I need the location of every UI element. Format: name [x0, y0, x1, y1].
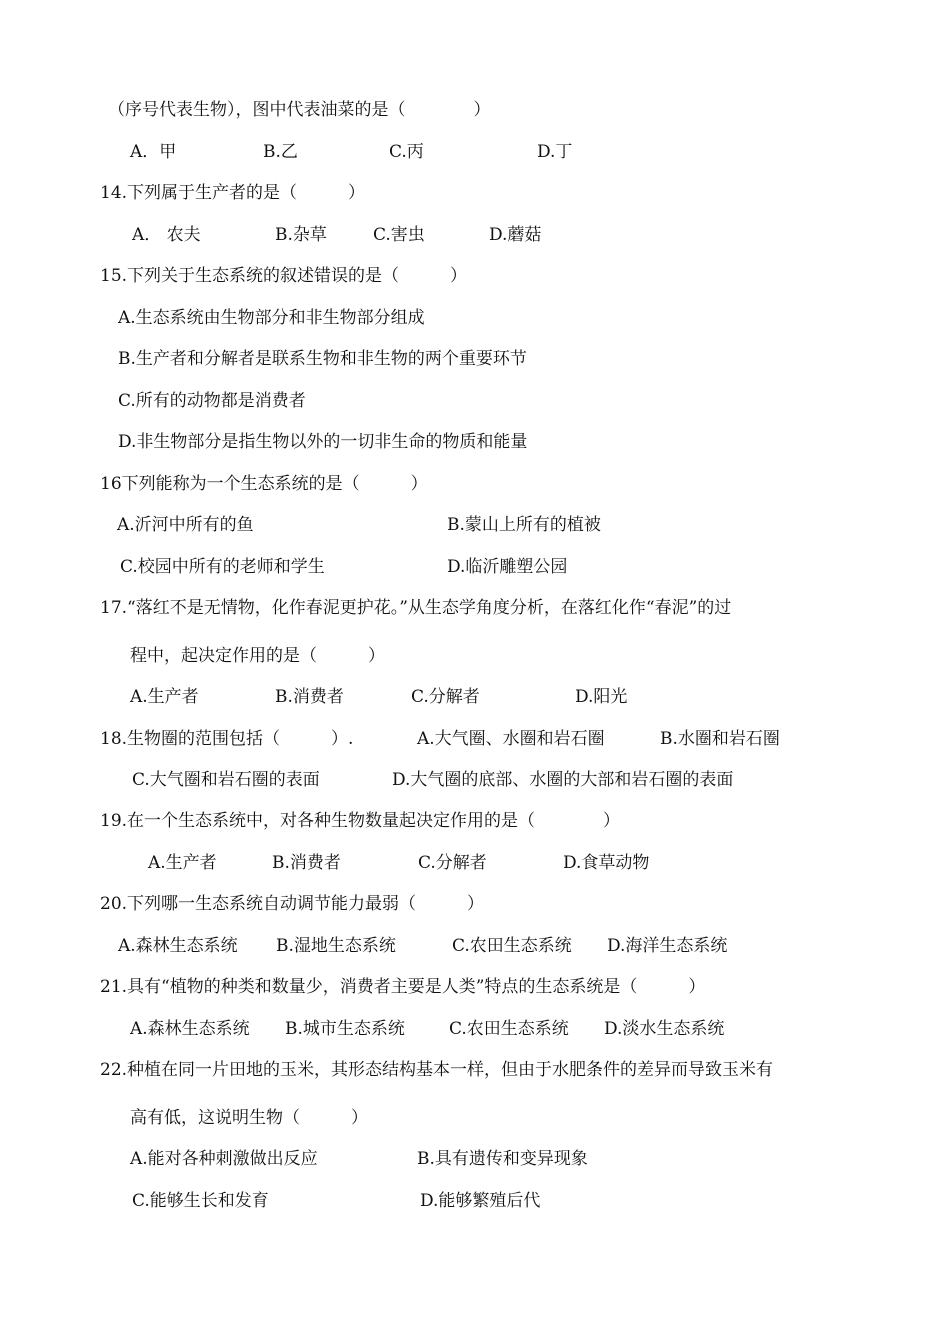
- q15-option-c: C.所有的动物都是消费者: [118, 391, 306, 411]
- q16-option-a: A.沂河中所有的鱼: [117, 515, 254, 535]
- q19-stem: 19.在一个生态系统中，对各种生物数量起决定作用的是（ ）: [100, 811, 621, 831]
- q22-stem-line2: 高有低，这说明生物（ ）: [130, 1108, 368, 1128]
- q22-option-c: C.能够生长和发育: [132, 1191, 269, 1211]
- q13-option-d: D.丁: [537, 142, 573, 162]
- q22-option-a: A.能对各种刺激做出反应: [130, 1149, 318, 1169]
- q21-stem: 21.具有“植物的种类和数量少，消费者主要是人类”特点的生态系统是（ ）: [100, 977, 706, 997]
- q21-option-b: B.城市生态系统: [285, 1019, 405, 1039]
- q14-option-b: B.杂草: [275, 225, 327, 245]
- q15-option-b: B.生产者和分解者是联系生物和非生物的两个重要环节: [118, 349, 527, 369]
- q20-option-a: A.森林生态系统: [118, 936, 238, 956]
- q14-option-d: D.蘑菇: [489, 225, 542, 245]
- q18-option-a: A.大气圈、水圈和岩石圈: [417, 729, 605, 749]
- q20-option-d: D.海洋生态系统: [607, 936, 728, 956]
- q22-option-b: B.具有遗传和变异现象: [417, 1149, 588, 1169]
- q15-option-d: D.非生物部分是指生物以外的一切非生命的物质和能量: [118, 432, 528, 452]
- q16-option-b: B.蒙山上所有的植被: [447, 515, 601, 535]
- q18-option-d: D.大气圈的底部、水圈的大部和岩石圈的表面: [392, 770, 734, 790]
- q17-option-a: A.生产者: [130, 687, 199, 707]
- q14-option-a: A． 农夫: [132, 225, 201, 245]
- q22-stem-line1: 22.种植在同一片田地的玉米，其形态结构基本一样，但由于水肥条件的差异而导致玉米有: [100, 1060, 774, 1080]
- q17-stem-line1: 17.“落红不是无情物，化作春泥更护花。”从生态学角度分析，在落红化作“春泥”的过: [100, 598, 732, 618]
- q22-option-d: D.能够繁殖后代: [420, 1191, 541, 1211]
- q18-stem: 18.生物圈的范围包括（ ）.: [100, 729, 354, 749]
- q16-option-c: C.校园中所有的老师和学生: [120, 557, 325, 577]
- q13-stem-continuation: （序号代表生物），图中代表油菜的是（ ）: [108, 100, 491, 120]
- q15-stem: 15.下列关于生态系统的叙述错误的是（ ）: [100, 266, 468, 286]
- q19-option-a: A.生产者: [148, 853, 217, 873]
- q17-stem-line2: 程中，起决定作用的是（ ）: [130, 646, 385, 666]
- q20-option-c: C.农田生态系统: [452, 936, 572, 956]
- q16-option-d: D.临沂雕塑公园: [447, 557, 568, 577]
- q13-option-b: B.乙: [263, 142, 298, 162]
- q21-option-d: D.淡水生态系统: [604, 1019, 725, 1039]
- q20-option-b: B.湿地生态系统: [276, 936, 396, 956]
- q13-option-a: A．甲: [130, 142, 177, 162]
- q14-stem: 14.下列属于生产者的是（ ）: [100, 183, 366, 203]
- q19-option-b: B.消费者: [272, 853, 341, 873]
- q19-option-c: C.分解者: [418, 853, 487, 873]
- q16-stem: 16下列能称为一个生态系统的是（ ）: [100, 474, 428, 494]
- q17-option-c: C.分解者: [411, 687, 480, 707]
- q19-option-d: D.食草动物: [563, 853, 650, 873]
- q20-stem: 20.下列哪一生态系统自动调节能力最弱（ ）: [100, 894, 485, 914]
- q18-option-b: B.水圈和岩石圈: [660, 729, 780, 749]
- q21-option-c: C.农田生态系统: [449, 1019, 569, 1039]
- q14-option-c: C.害虫: [373, 225, 425, 245]
- q18-option-c: C.大气圈和岩石圈的表面: [132, 770, 320, 790]
- q13-option-c: C.丙: [389, 142, 424, 162]
- q17-option-d: D.阳光: [575, 687, 628, 707]
- q17-option-b: B.消费者: [275, 687, 344, 707]
- q15-option-a: A.生态系统由生物部分和非生物部分组成: [118, 308, 425, 328]
- q21-option-a: A.森林生态系统: [130, 1019, 250, 1039]
